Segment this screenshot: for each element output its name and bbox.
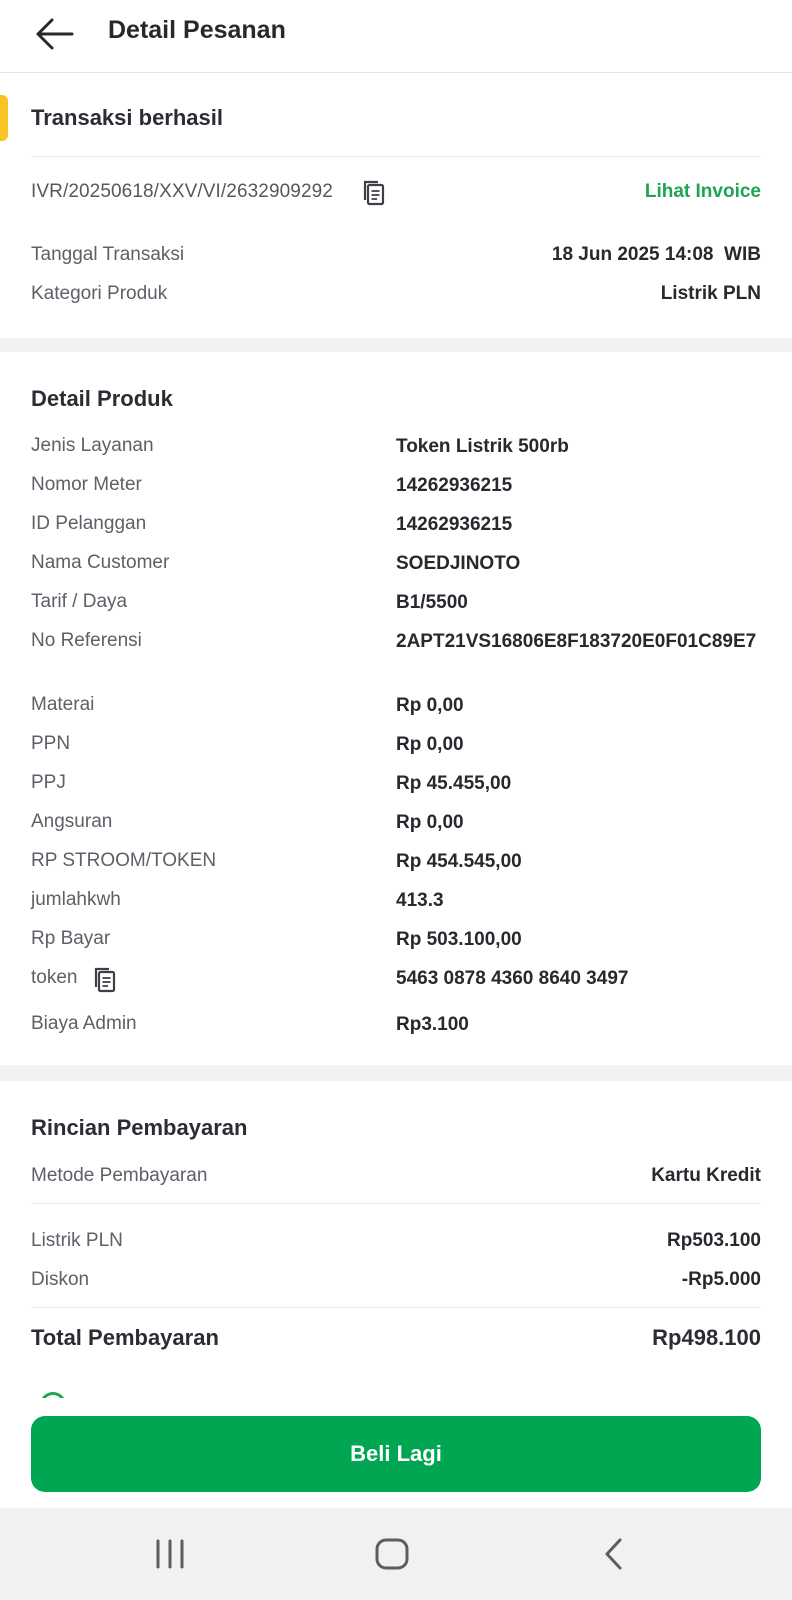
payment-item-value: Rp503.100 bbox=[666, 1230, 761, 1251]
invoice-number: IVR/20250618/XXV/VI/2632909292 bbox=[31, 181, 333, 202]
detail-label: Nomor Meter bbox=[31, 474, 142, 495]
detail-label: Jenis Layanan bbox=[31, 435, 154, 456]
detail-label: Biaya Admin bbox=[31, 1013, 137, 1034]
page-title: Detail Pesanan bbox=[108, 16, 286, 44]
payment-method-label: Metode Pembayaran bbox=[31, 1165, 208, 1186]
detail-value: 14262936215 bbox=[396, 475, 513, 496]
detail-label: Tarif / Daya bbox=[31, 591, 128, 612]
status-accent-bar bbox=[0, 95, 8, 141]
divider bbox=[31, 1203, 761, 1204]
transaction-date-value: 18 Jun 2025 14:08 WIB bbox=[551, 244, 761, 265]
detail-label: jumlahkwh bbox=[31, 889, 121, 910]
detail-label: Rp Bayar bbox=[31, 928, 111, 949]
divider bbox=[31, 1307, 761, 1308]
detail-value: Token Listrik 500rb bbox=[396, 436, 569, 457]
product-detail-title: Detail Produk bbox=[31, 386, 173, 411]
payment-detail-title: Rincian Pembayaran bbox=[31, 1115, 248, 1140]
copy-icon bbox=[361, 179, 387, 207]
system-back-button[interactable] bbox=[586, 1528, 642, 1580]
detail-value: 14262936215 bbox=[396, 514, 513, 535]
total-payment-value: Rp498.100 bbox=[652, 1325, 761, 1350]
token-value: 5463 0878 4360 8640 3497 bbox=[396, 968, 629, 989]
copy-icon bbox=[92, 966, 118, 994]
home-icon bbox=[374, 1537, 410, 1571]
detail-value: Rp 503.100,00 bbox=[396, 929, 522, 950]
detail-label: PPJ bbox=[31, 772, 66, 793]
copy-token-button[interactable] bbox=[92, 966, 118, 994]
home-button[interactable] bbox=[364, 1528, 420, 1580]
arrow-left-icon bbox=[34, 17, 74, 51]
discount-value: -Rp5.000 bbox=[681, 1269, 761, 1290]
discount-label: Diskon bbox=[31, 1269, 90, 1290]
detail-value: Rp3.100 bbox=[396, 1014, 469, 1035]
section-gap bbox=[0, 1065, 792, 1081]
payment-method-value: Kartu Kredit bbox=[651, 1165, 761, 1186]
recent-apps-button[interactable] bbox=[142, 1528, 198, 1580]
detail-label: No Referensi bbox=[31, 630, 142, 651]
detail-label: Nama Customer bbox=[31, 552, 170, 573]
token-label: token bbox=[31, 967, 78, 988]
detail-label: Materai bbox=[31, 694, 95, 715]
back-button[interactable] bbox=[30, 12, 78, 56]
view-invoice-link[interactable]: Lihat Invoice bbox=[644, 181, 761, 202]
section-gap bbox=[0, 338, 792, 352]
status-title: Transaksi berhasil bbox=[31, 105, 223, 130]
recent-apps-icon bbox=[153, 1538, 187, 1570]
detail-value: Rp 45.455,00 bbox=[396, 773, 512, 794]
detail-value: 2APT21VS16806E8F183720E0F01C89E7 bbox=[396, 631, 757, 652]
detail-value: B1/5500 bbox=[396, 592, 468, 613]
buy-again-button[interactable]: Beli Lagi bbox=[31, 1416, 761, 1492]
chevron-left-icon bbox=[602, 1537, 626, 1571]
divider bbox=[31, 156, 761, 157]
detail-value: Rp 0,00 bbox=[396, 695, 464, 716]
detail-value: Rp 454.545,00 bbox=[396, 851, 522, 872]
product-category-value: Listrik PLN bbox=[660, 283, 761, 304]
detail-value: Rp 0,00 bbox=[396, 734, 464, 755]
detail-value: SOEDJINOTO bbox=[396, 553, 521, 574]
detail-label: Angsuran bbox=[31, 811, 113, 832]
product-category-label: Kategori Produk bbox=[31, 283, 168, 304]
detail-value: 413.3 bbox=[396, 890, 444, 911]
app-header bbox=[0, 0, 792, 73]
total-payment-label: Total Pembayaran bbox=[31, 1325, 219, 1350]
system-navigation-bar bbox=[0, 1508, 792, 1600]
detail-value: Rp 0,00 bbox=[396, 812, 464, 833]
detail-label: RP STROOM/TOKEN bbox=[31, 850, 217, 871]
detail-label: PPN bbox=[31, 733, 71, 754]
detail-label: ID Pelanggan bbox=[31, 513, 147, 534]
copy-invoice-button[interactable] bbox=[361, 179, 387, 207]
payment-item-label: Listrik PLN bbox=[31, 1230, 123, 1251]
transaction-date-label: Tanggal Transaksi bbox=[31, 244, 185, 265]
